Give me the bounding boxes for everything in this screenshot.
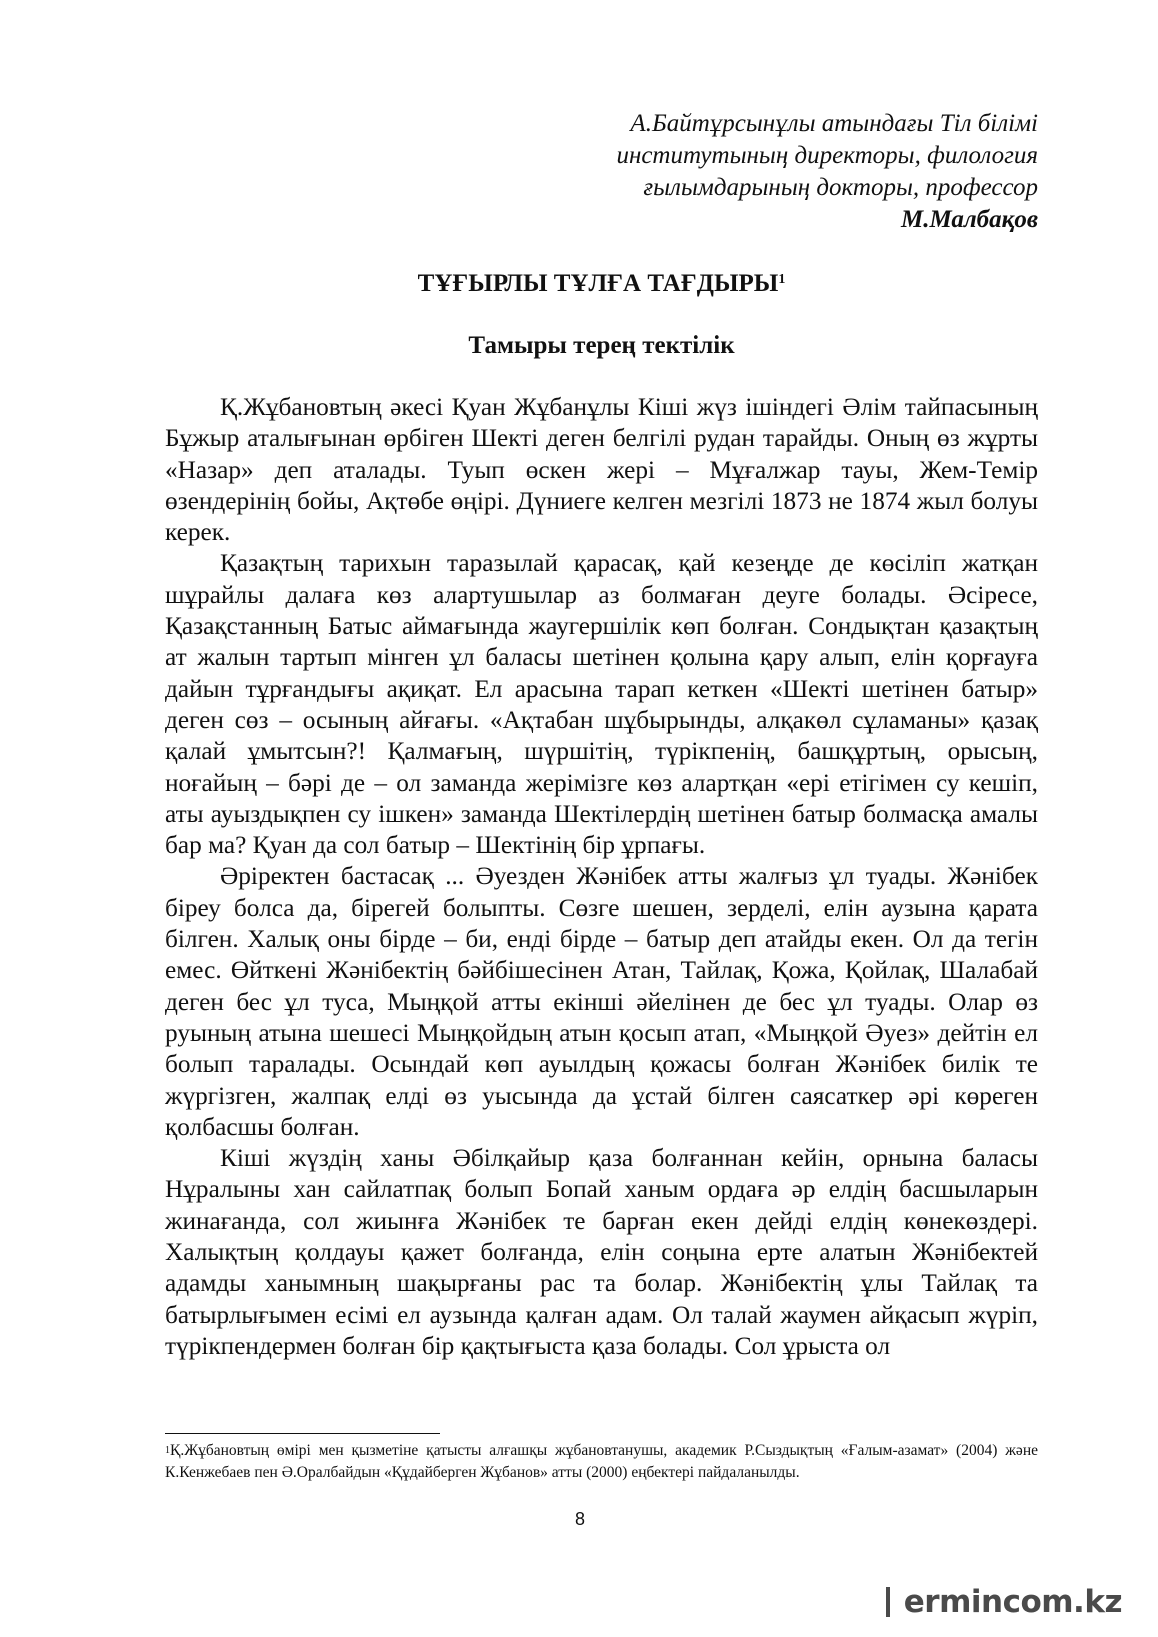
epigraph-author: М.Малбақов: [901, 206, 1038, 233]
watermark-logo-icon: [886, 1587, 902, 1617]
chapter-title: [165, 268, 1038, 300]
epigraph: [478, 108, 1038, 236]
paragraph: Кіші жүздің ханы Әбілқайыр қаза болғаннан кейін, орнына баласы Нұралыны хан сайлатпақ болып Бопай ханым ордаға әр елдің басшыларын жинағанда, сол жиынға Жәнібек те барған екен дейді елдің көнекөздері. Халықтың қолдауы қажет болғанда, елін соңына ерте алатын Жәнібектей адамды ханымның шақырғаны рас та болар. Жәнібектің ұлы Тайлақ та батырлығымен есімі ел аузында қалған адам. Ол талай жаумен айқасып жүріп, түрікпендермен болған бір қақтығыста қаза болады. Сол ұрыста ол: [165, 1144, 1038, 1360]
section-subtitle: Тамыры терең тектілік: [468, 332, 735, 359]
footnote-reference[interactable]: 1: [778, 272, 786, 287]
site-watermark: [886, 1582, 1122, 1622]
paragraph: Қазақтың тарихын таразылай қарасақ, қай кезеңде де көсіліп жатқан шұрайлы далаға көз алартушылар аз болмаған деуге болады. Әсіресе, Қазақстанның Батыс аймағында жаугершілік көп болған. Сондықтан қазақтың ат жалын тартып мінген ұл баласы шетінен қолына қару алып, елін қорғауға дайын тұрғандығы ақиқат. Ел арасына тарап кеткен «Шекті шетінен батыр» деген сөз – осының айғағы. «Ақтабан шұбырынды, алқакөл сұламаны» қазақ қалай ұмытсын?! Қалмағың, шүршітің, түрікпенің, башқұртың, орысың, ноғайың – бәрі де – ол заманда жерімізге көз алартқан «ері етігімен су кешіп, аты ауыздықпен су ішкен» заманда Шектілердің шетінен батыр болмасқа амалы бар ма? Қуан да сол батыр – Шектінің бір ұрпағы.: [165, 549, 1038, 860]
chapter-title-text: ТҰҒЫРЛЫ ТҰЛҒА ТАҒДЫРЫ: [417, 270, 779, 297]
footnote-text: Қ.Жұбановтың өмірі мен қызметіне қатысты алғашқы жұбановтанушы, академик Р.Сыздықтың «Ғалым-азамат» (2004) және К.Кенжебаев пен Ә.Оралбайдын «Құдайберген Жұбанов» атты (2000) еңбектері пайдаланылды.: [165, 1442, 1038, 1481]
footnote-divider: [165, 1433, 440, 1434]
footnote-mark: 1: [165, 1445, 170, 1456]
epigraph-line: институтының директоры, филология: [616, 142, 1038, 169]
footnote: [165, 1440, 1038, 1484]
epigraph-line: ғылымдарының докторы, профессор: [643, 174, 1038, 201]
watermark-text: ermincom.kz: [903, 1584, 1122, 1620]
epigraph-line: А.Байтұрсынұлы атындағы Тіл білімі: [630, 110, 1038, 137]
paragraph: Әріректен бастасақ ... Әуезден Жәнібек атты жалғыз ұл туады. Жәнібек біреу болса да, бірегей болыпты. Сөзге шешен, зерделі, елін аузына қарата білген. Халық оны бірде – би, енді бірде – батыр деп атайды екен. Ол да тегін емес. Өйткені Жәнібектің бәйбішесінен Атан, Тайлақ, Қожа, Қойлақ, Шалабай деген бес ұл туса, Мыңқой атты екінші әйелінен де бес ұл туады. Олар өз руының атына шешесі Мыңқойдың атын қосып атап, «Мыңқой Әуез» дейтін ел болып таралады. Осындай көп ауылдың қожасы болған Жәнібек билік те жүргізген, жалпақ елді өз уысында да ұстай білген саясаткер әрі көреген қолбасшы болған.: [165, 862, 1038, 1141]
page-number: 8: [574, 1509, 585, 1529]
paragraph: Қ.Жұбановтың әкесі Қуан Жұбанұлы Кіші жүз ішіндегі Әлім тайпасының Бұжыр аталығынан өрбіген Шекті деген белгілі рудан тарайды. Оның өз жұрты «Назар» деп аталады. Туып өскен жері – Мұғалжар тауы, Жем-Темір өзендерінің бойы, Ақтөбе өңірі. Дүниеге келген мезгілі 1873 не 1874 жыл болуы керек.: [165, 393, 1038, 547]
body-text: [165, 392, 1038, 1362]
